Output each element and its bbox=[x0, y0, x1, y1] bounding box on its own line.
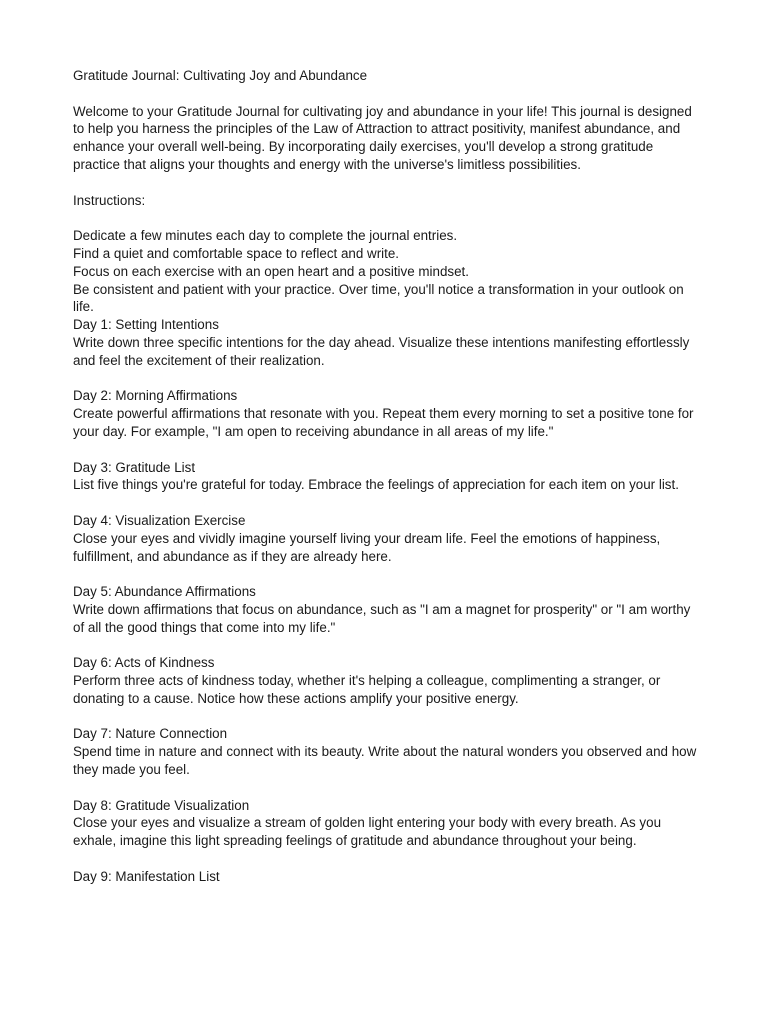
day-entry bbox=[73, 654, 698, 707]
day-text: Close your eyes and visualize a stream of golden light entering your body with every breath. As you exhale, imagine this light spreading feelings of gratitude and abundance throughout your being. bbox=[73, 815, 662, 849]
document-title: Gratitude Journal: Cultivating Joy and Abundance bbox=[73, 68, 368, 83]
day-entry bbox=[73, 583, 698, 636]
day-title: Day 1: Setting Intentions bbox=[73, 317, 219, 333]
day-entry bbox=[73, 316, 698, 369]
spacer bbox=[73, 565, 698, 583]
day-text: Write down affirmations that focus on abundance, such as "I am a magnet for prosperity" or "I am worthy of all the good things that come into my life." bbox=[73, 601, 691, 635]
day-entry bbox=[73, 387, 698, 440]
day-entry bbox=[73, 725, 698, 778]
spacer bbox=[73, 494, 698, 512]
day-title: Day 3: Gratitude List bbox=[73, 459, 196, 475]
day-title: Day 6: Acts of Kindness bbox=[73, 655, 215, 671]
spacer bbox=[73, 850, 698, 868]
day-text: Spend time in nature and connect with its beauty. Write about the natural wonders you observed and how they made you feel. bbox=[73, 744, 697, 778]
day-entry bbox=[73, 797, 698, 850]
day-title: Day 4: Visualization Exercise bbox=[73, 512, 246, 528]
spacer bbox=[73, 708, 698, 726]
spacer bbox=[73, 209, 698, 227]
day-title: Day 8: Gratitude Visualization bbox=[73, 797, 250, 813]
day-title: Day 9: Manifestation List bbox=[73, 868, 220, 884]
day-title: Day 7: Nature Connection bbox=[73, 726, 228, 742]
instruction-line: Dedicate a few minutes each day to complete the journal entries. bbox=[73, 228, 458, 244]
day-entry bbox=[73, 868, 698, 886]
day-text: List five things you're grateful for today. Embrace the feelings of appreciation for each item on your list. bbox=[73, 477, 679, 493]
instruction-line: Find a quiet and comfortable space to reflect and write. bbox=[73, 245, 400, 261]
day-title: Day 2: Morning Affirmations bbox=[73, 388, 238, 404]
day-entry bbox=[73, 459, 698, 495]
day-text: Create powerful affirmations that resonate with you. Repeat them every morning to set a positive tone for your day. For example, "I am open to receiving abundance in all areas of my life." bbox=[73, 406, 694, 439]
instruction-line: Be consistent and patient with your practice. Over time, you'll notice a transformation in your outlook on life. bbox=[73, 281, 684, 315]
day-title: Day 5: Abundance Affirmations bbox=[73, 584, 256, 600]
document-page bbox=[73, 67, 698, 886]
day-text: Close your eyes and vividly imagine yourself living your dream life. Feel the emotions of happiness, fulfillment, and abundance as if they are already here. bbox=[73, 530, 661, 564]
instruction-line: Focus on each exercise with an open heart and a positive mindset. bbox=[73, 263, 469, 279]
day-text: Perform three acts of kindness today, whether it's helping a colleague, complimenting a stranger, or donating to a cause. Notice how these actions amplify your positive energy. bbox=[73, 673, 661, 706]
day-text: Write down three specific intentions for the day ahead. Visualize these intentions manifesting effortlessly and feel the excitement of their realization. bbox=[73, 334, 690, 368]
spacer bbox=[73, 779, 698, 797]
instructions-heading: Instructions: bbox=[73, 192, 146, 208]
spacer bbox=[73, 370, 698, 388]
spacer bbox=[73, 85, 698, 103]
spacer bbox=[73, 441, 698, 459]
spacer bbox=[73, 174, 698, 192]
day-entry bbox=[73, 512, 698, 565]
intro-paragraph: Welcome to your Gratitude Journal for cultivating joy and abundance in your life! This journal is designed to help you harness the principles of the Law of Attraction to attract positivity, manifest abundance, and enhance your overall well-being. By incorporating daily exercises, you'll develop a strong gratitude practice that aligns your thoughts and energy with the universe's limitless possibilities. bbox=[73, 103, 692, 172]
spacer bbox=[73, 637, 698, 655]
